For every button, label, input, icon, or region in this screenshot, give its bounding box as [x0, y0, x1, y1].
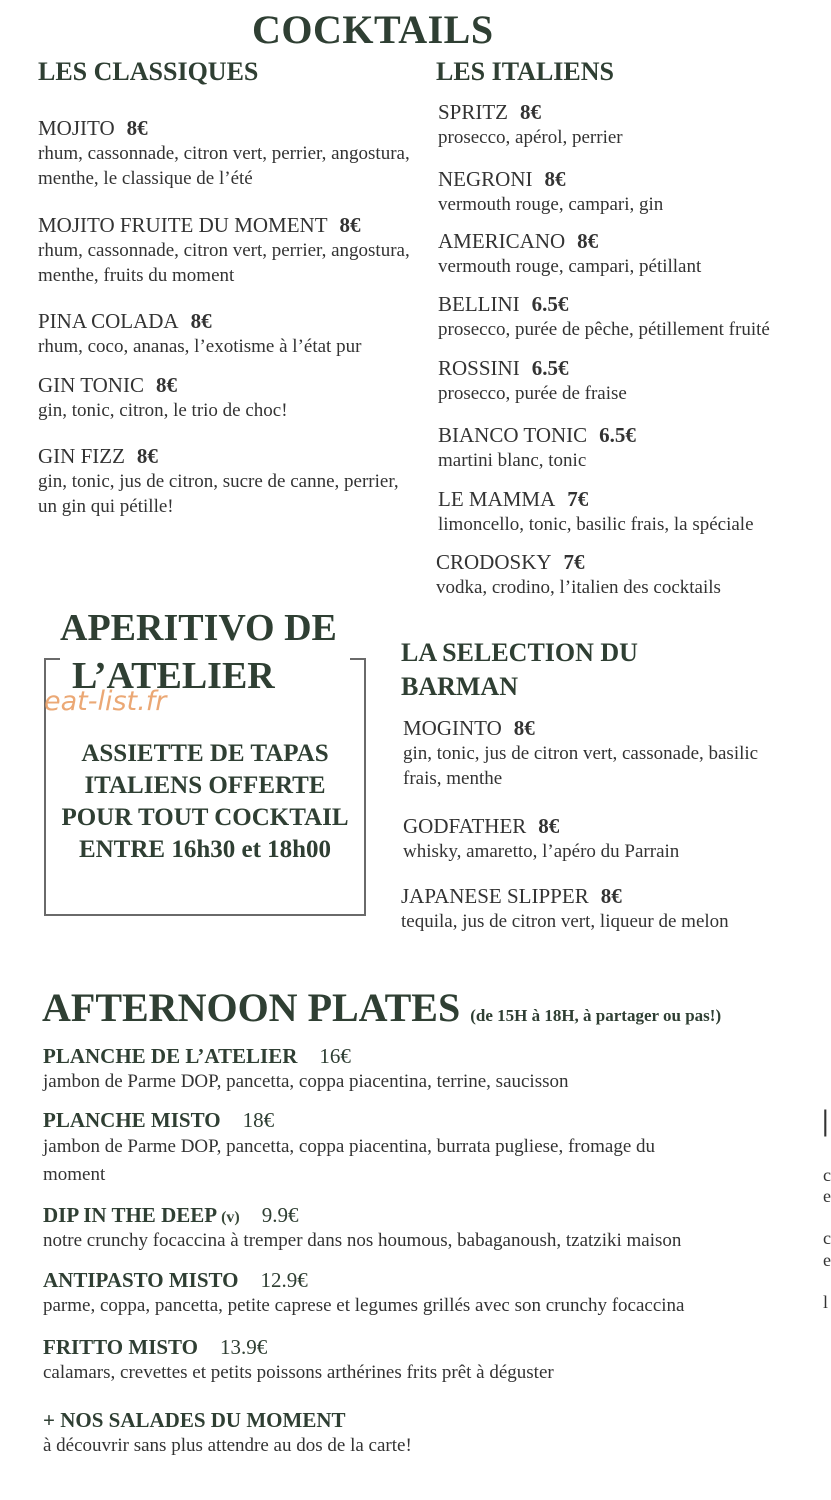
edge-fragment: e — [823, 1250, 831, 1270]
item-name: GODFATHER — [403, 814, 527, 838]
menu-item — [401, 884, 821, 934]
item-price: 8€ — [538, 814, 560, 838]
item-price: 8€ — [600, 884, 622, 908]
menu-item — [38, 309, 428, 359]
plate-description: jambon de Parme DOP, pancetta, coppa piacentina, burrata pugliese, fromage du moment — [43, 1136, 656, 1185]
item-price: 8€ — [126, 116, 148, 140]
menu-item — [38, 444, 408, 519]
menu-item — [438, 487, 828, 537]
item-name: BELLINI — [438, 292, 520, 316]
item-name: LE MAMMA — [438, 487, 556, 511]
item-description: vermouth rouge, campari, pétillant — [438, 256, 702, 277]
menu-item — [403, 814, 823, 864]
plate-description: jambon de Parme DOP, pancetta, coppa piacentina, terrine, saucisson — [43, 1071, 569, 1092]
edge-fragment: | — [822, 1104, 829, 1137]
menu-item — [436, 550, 826, 600]
edge-fragment: c — [823, 1165, 831, 1185]
item-price: 8€ — [544, 167, 566, 191]
item-price: 8€ — [190, 309, 212, 333]
plates-heading-text: AFTERNOON PLATES — [42, 985, 461, 1030]
plate-price: 16€ — [319, 1044, 351, 1068]
menu-item — [403, 716, 783, 791]
menu-item — [438, 356, 828, 406]
plate-description: notre crunchy focaccina à tremper dans nos houmous, babaganoush, tzatziki maison — [43, 1230, 682, 1251]
menu-item — [438, 100, 828, 150]
item-description: vodka, crodino, l’italien des cocktails — [436, 577, 721, 598]
plate-price: 9.9€ — [261, 1203, 299, 1227]
item-price: 7€ — [567, 487, 589, 511]
item-price: 8€ — [513, 716, 535, 740]
item-price: 8€ — [155, 373, 177, 397]
section-heading-barman-line2: BARMAN — [401, 672, 518, 701]
item-price: 8€ — [136, 444, 158, 468]
item-name: GIN TONIC — [38, 373, 144, 397]
item-name: SPRITZ — [438, 100, 509, 124]
menu-item — [38, 116, 418, 191]
item-description: rhum, cassonnade, citron vert, perrier, angostura, menthe, le classique de l’été — [38, 143, 410, 189]
plate-price: 18€ — [242, 1108, 275, 1132]
item-name: CRODOSKY — [436, 550, 552, 574]
item-description: gin, tonic, jus de citron vert, cassonade, basilic frais, menthe — [403, 743, 759, 789]
item-price: 6.5€ — [599, 423, 636, 447]
plate-item — [43, 1108, 703, 1189]
plate-item — [43, 1335, 823, 1385]
plate-item — [43, 1268, 823, 1318]
item-description: gin, tonic, jus de citron, sucre de canne, perrier, un gin qui pétille! — [38, 471, 399, 517]
section-heading-classiques: LES CLASSIQUES — [38, 57, 259, 86]
item-description: vermouth rouge, campari, gin — [438, 194, 664, 215]
plate-name: FRITTO MISTO — [43, 1335, 199, 1359]
aperitivo-text — [44, 738, 366, 866]
item-price: 6.5€ — [531, 292, 569, 316]
plate-description: parme, coppa, pancetta, petite caprese et legumes grillés avec son crunchy focaccina — [43, 1295, 685, 1316]
aperitivo-heading-line1: APERITIVO DE — [60, 607, 337, 649]
aperitivo-text-line: ENTRE 16h30 et 18h00 — [78, 836, 332, 863]
aperitivo-text-line: POUR TOUT COCKTAIL — [61, 804, 349, 831]
edge-fragment: l — [823, 1292, 829, 1312]
menu-item — [438, 423, 828, 473]
salades-description: à découvrir sans plus attendre au dos de la carte! — [43, 1435, 412, 1456]
plate-price: 13.9€ — [220, 1335, 268, 1359]
item-name: AMERICANO — [438, 229, 566, 253]
edge-fragment: c — [823, 1228, 831, 1248]
item-name: ROSSINI — [438, 356, 520, 380]
plate-price: 12.9€ — [260, 1268, 308, 1292]
aperitivo-text-line: ASSIETTE DE TAPAS — [81, 740, 329, 767]
item-description: limoncello, tonic, basilic frais, la spéciale — [438, 514, 754, 535]
item-price: 6.5€ — [531, 356, 569, 380]
item-name: MOJITO — [38, 116, 115, 140]
item-description: whisky, amaretto, l’apéro du Parrain — [403, 841, 680, 862]
item-name: BIANCO TONIC — [438, 423, 588, 447]
item-name: MOJITO FRUITE DU MOMENT — [38, 213, 328, 237]
item-name: NEGRONI — [438, 167, 533, 191]
section-heading-italiens: LES ITALIENS — [436, 57, 614, 86]
salades-name: + NOS SALADES DU MOMENT — [43, 1408, 346, 1432]
watermark: eat-list.fr — [44, 686, 167, 717]
plate-item — [43, 1044, 823, 1094]
item-description: prosecco, apérol, perrier — [438, 127, 623, 148]
plate-tag: (v) — [221, 1209, 240, 1226]
item-price: 8€ — [577, 229, 599, 253]
plate-item — [43, 1408, 823, 1458]
item-description: gin, tonic, citron, le trio de choc! — [38, 400, 288, 421]
page-title: COCKTAILS — [252, 7, 494, 52]
item-description: rhum, coco, ananas, l’exotisme à l’état pur — [38, 336, 362, 357]
aperitivo-text-line: ITALIENS OFFERTE — [84, 772, 326, 799]
item-description: rhum, cassonnade, citron vert, perrier, angostura, menthe, fruits du moment — [38, 240, 410, 286]
aperitivo-heading-line2: L’ATELIER — [72, 655, 275, 697]
item-name: GIN FIZZ — [38, 444, 125, 468]
menu-item — [438, 229, 828, 279]
menu-item — [38, 373, 418, 423]
item-price: 8€ — [339, 213, 361, 237]
plates-note: (de 15H à 18H, à partager ou pas!) — [470, 1006, 722, 1025]
item-description: tequila, jus de citron vert, liqueur de melon — [401, 911, 729, 932]
menu-item — [438, 167, 828, 217]
plate-name: DIP IN THE DEEP — [43, 1203, 218, 1227]
plate-name: ANTIPASTO MISTO — [43, 1268, 239, 1292]
section-heading-barman-line1: LA SELECTION DU — [401, 638, 638, 667]
plate-description: calamars, crevettes et petits poissons arthérines frits prêt à déguster — [43, 1362, 554, 1383]
plates-heading — [42, 984, 721, 1031]
item-name: MOGINTO — [403, 716, 502, 740]
item-name: PINA COLADA — [38, 309, 179, 333]
menu-item — [38, 213, 418, 288]
item-description: prosecco, purée de pêche, pétillement fruité — [438, 319, 770, 340]
item-name: JAPANESE SLIPPER — [401, 884, 589, 908]
edge-fragment: e — [823, 1186, 831, 1206]
item-price: 7€ — [563, 550, 585, 574]
item-price: 8€ — [520, 100, 542, 124]
item-description: martini blanc, tonic — [438, 450, 587, 471]
menu-item — [438, 292, 828, 342]
item-description: prosecco, purée de fraise — [438, 383, 627, 404]
plate-name: PLANCHE MISTO — [43, 1108, 221, 1132]
plate-item — [43, 1203, 823, 1253]
plate-name: PLANCHE DE L’ATELIER — [43, 1044, 298, 1068]
